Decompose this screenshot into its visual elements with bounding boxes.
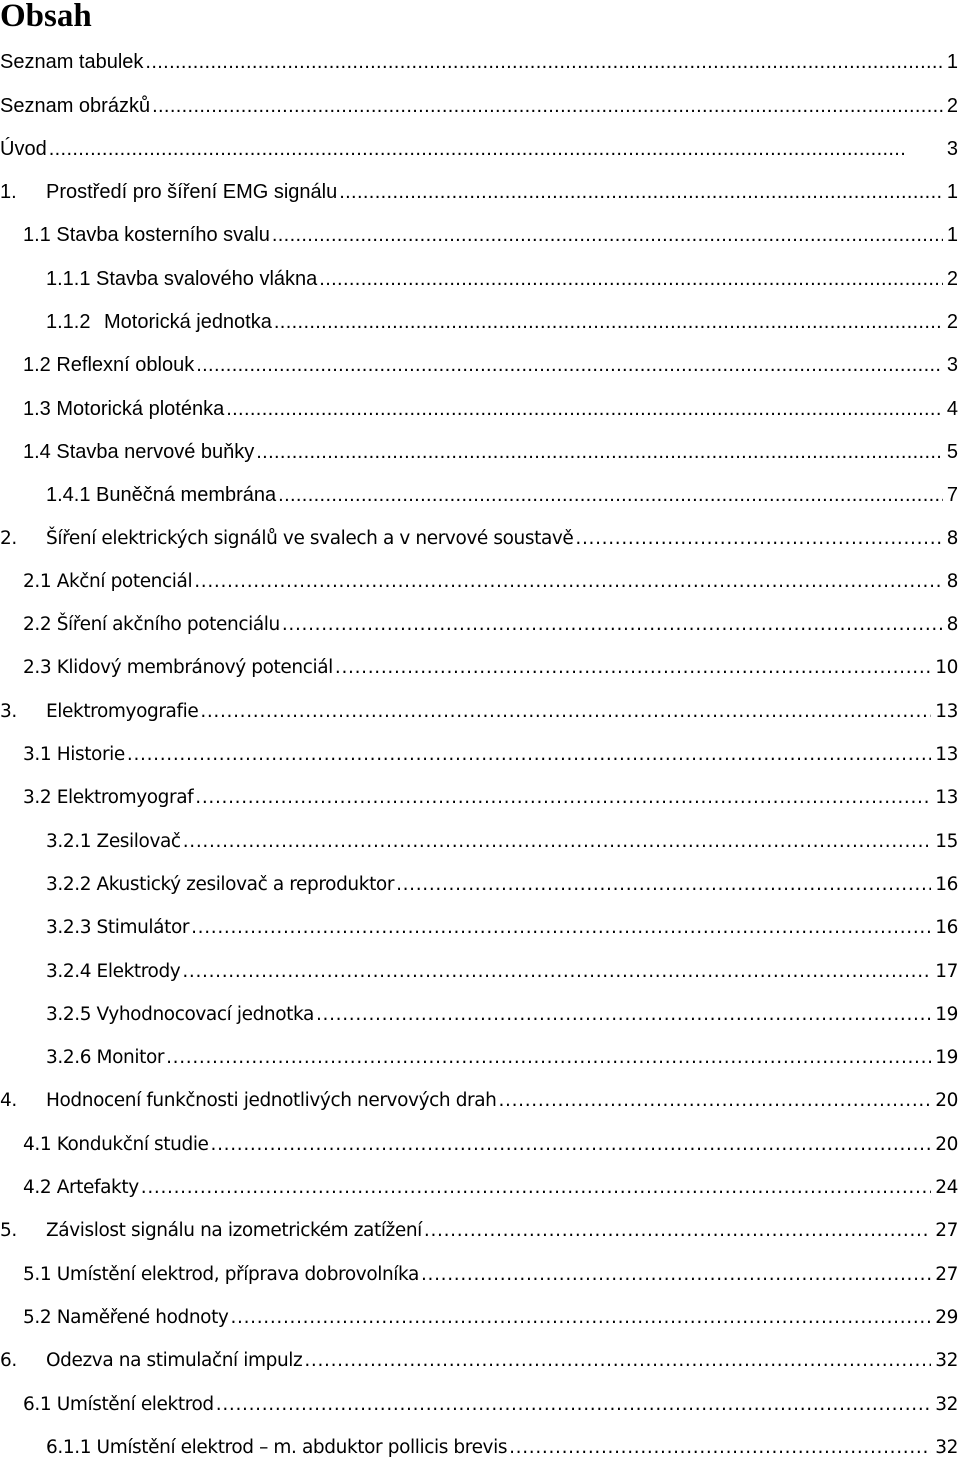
toc-entry-3-1[interactable] (0, 725, 960, 768)
dot-leader (274, 309, 943, 335)
toc-entry-label: 5.2 Naměřené hodnoty (23, 1306, 229, 1328)
dot-leader (230, 1305, 931, 1331)
toc-entry-4-2[interactable] (0, 1158, 960, 1201)
toc-entry-1-1[interactable] (0, 205, 960, 248)
toc-entry-label: Motorická jednotka (104, 311, 272, 334)
toc-entry-label: 2.2 Šíření akčního potenciálu (23, 614, 280, 636)
toc-entry-page: 13 (935, 744, 958, 766)
toc-entry-3-2-1[interactable] (0, 811, 960, 854)
toc-entry-2-3[interactable] (0, 638, 960, 681)
toc-entry-page: 32 (935, 1350, 958, 1372)
dot-leader (182, 959, 931, 985)
toc-entry-label: 1.1.1 Stavba svalového vlákna (46, 267, 318, 290)
dot-leader (319, 266, 943, 292)
toc-entry-label: 6.1 Umístění elektrod (23, 1393, 214, 1415)
dot-leader (166, 1045, 931, 1071)
toc-entry-label: 2.1 Akční potenciál (23, 570, 193, 592)
dot-leader (499, 1088, 932, 1114)
dot-leader (141, 1175, 931, 1201)
toc-entry-3-2-4[interactable] (0, 941, 960, 984)
toc-entry-label: Šíření elektrických signálů ve svalech a v nervové soustavě (46, 527, 574, 549)
toc-entry-chapter-2[interactable] (0, 508, 960, 551)
toc-entry-3-2-6[interactable] (0, 1028, 960, 1071)
toc-entry-page: 8 (946, 570, 958, 592)
toc-entry-2-1[interactable] (0, 552, 960, 595)
toc-entry-number: 5. (0, 1220, 17, 1242)
toc-entry-label: 3.2.3 Stimulátor (46, 917, 190, 939)
dot-leader (256, 439, 943, 465)
dot-leader (127, 742, 931, 768)
dot-leader (152, 93, 943, 119)
toc-entry-label: 3.2.2 Akustický zesilovač a reproduktor (46, 873, 395, 895)
toc-entry-label: 3.2.4 Elektrody (46, 960, 181, 982)
dot-leader (421, 1262, 931, 1288)
toc-entry-4-1[interactable] (0, 1114, 960, 1157)
toc-entry-number: 6. (0, 1350, 17, 1372)
toc-entry-number: 2. (0, 527, 17, 549)
toc-entry-label: Prostředí pro šíření EMG signálu (46, 181, 338, 204)
toc-entry-label: Elektromyografie (46, 700, 199, 722)
toc-entry-label: 3.2.5 Vyhodnocovací jednotka (46, 1003, 314, 1025)
toc-entry-label: Seznam obrázků (0, 94, 151, 117)
toc-entry-label: 3.2 Elektromyograf (23, 787, 194, 809)
toc-entry-1-3[interactable] (0, 378, 960, 421)
toc-entry-page: 3 (946, 137, 958, 160)
toc-entry-label: 1.4 Stavba nervové buňky (23, 440, 255, 463)
dot-leader (575, 526, 942, 552)
toc-entry-page: 16 (935, 917, 958, 939)
dot-leader (316, 1002, 931, 1028)
toc-entry-page: 32 (935, 1436, 958, 1458)
toc-entry-1-1-1[interactable] (0, 248, 960, 291)
toc-entry-label: 5.1 Umístění elektrod, příprava dobrovolníka (23, 1263, 419, 1285)
toc-entry-label: Úvod (0, 137, 47, 160)
toc-entry-uvod[interactable] (0, 119, 960, 162)
toc-entry-label: 6.1.1 Umístění elektrod – m. abduktor pollicis brevis (46, 1436, 508, 1458)
dot-leader (278, 482, 943, 508)
dot-leader (194, 569, 942, 595)
toc-entry-2-2[interactable] (0, 595, 960, 638)
toc-entry-label: 4.1 Kondukční studie (23, 1133, 209, 1155)
toc-entry-chapter-1[interactable] (0, 162, 960, 205)
toc-entry-number: 4. (0, 1090, 17, 1112)
toc-entry-number: 1. (0, 181, 17, 204)
toc-entry-label: Seznam tabulek (0, 51, 144, 74)
toc-entry-label: 1.4.1 Buněčná membrána (46, 484, 277, 507)
toc-entry-page: 24 (935, 1177, 958, 1199)
dot-leader (272, 222, 943, 248)
toc-entry-label: 1.1 Stavba kosterního svalu (23, 224, 270, 247)
toc-entry-label: Závislost signálu na izometrickém zatížení (46, 1220, 422, 1242)
toc-entry-page: 19 (935, 1047, 958, 1069)
toc-entry-1-4[interactable] (0, 422, 960, 465)
toc-entry-page: 10 (935, 657, 958, 679)
toc-entry-3-2-5[interactable] (0, 985, 960, 1028)
toc-entry-1-1-2[interactable] (0, 292, 960, 335)
toc-entry-page: 1 (946, 224, 958, 247)
toc-entry-chapter-5[interactable] (0, 1201, 960, 1244)
toc-entry-1-4-1[interactable] (0, 465, 960, 508)
toc-entry-page: 2 (946, 311, 958, 334)
toc-entry-label: 3.2.6 Monitor (46, 1047, 165, 1069)
dot-leader (49, 136, 943, 162)
toc-title: Obsah (0, 0, 92, 34)
toc-entry-number: 3. (0, 700, 17, 722)
toc-entry-3-2-3[interactable] (0, 898, 960, 941)
toc-entry-1-2[interactable] (0, 335, 960, 378)
toc-entry-page: 1 (946, 51, 958, 74)
dot-leader (216, 1392, 931, 1418)
toc-entry-chapter-3[interactable] (0, 681, 960, 724)
toc-entry-5-2[interactable] (0, 1288, 960, 1331)
toc-entry-label: Hodnocení funkčnosti jednotlivých nervových drah (46, 1090, 497, 1112)
dot-leader (396, 872, 931, 898)
dot-leader (183, 829, 932, 855)
toc-entry-label: 2.3 Klidový membránový potenciál (23, 657, 333, 679)
toc-list (0, 32, 960, 1461)
dot-leader (424, 1218, 931, 1244)
toc-entry-page: 2 (946, 267, 958, 290)
toc-entry-seznam-tabulek[interactable] (0, 32, 960, 75)
toc-entry-page: 7 (946, 484, 958, 507)
dot-leader (200, 699, 931, 725)
dot-leader (304, 1348, 931, 1374)
toc-entry-page: 17 (935, 960, 958, 982)
toc-entry-page: 20 (935, 1090, 958, 1112)
toc-entry-seznam-obrazku[interactable] (0, 75, 960, 118)
toc-entry-label: 3.2.1 Zesilovač (46, 830, 181, 852)
toc-entry-page: 2 (946, 94, 958, 117)
toc-entry-page: 27 (935, 1263, 958, 1285)
dot-leader (335, 655, 931, 681)
toc-entry-page: 15 (935, 830, 958, 852)
toc-entry-page: 8 (946, 614, 958, 636)
toc-entry-label: 1.2 Reflexní oblouk (23, 354, 195, 377)
dot-leader (191, 915, 931, 941)
toc-entry-page: 1 (946, 181, 958, 204)
dot-leader (145, 49, 942, 75)
dot-leader (339, 179, 943, 205)
toc-entry-6-1-1[interactable] (0, 1418, 960, 1461)
toc-entry-3-2-2[interactable] (0, 855, 960, 898)
toc-entry-3-2[interactable] (0, 768, 960, 811)
toc-entry-page: 16 (935, 873, 958, 895)
toc-entry-label: 3.1 Historie (23, 744, 125, 766)
dot-leader (211, 1132, 932, 1158)
toc-entry-page: 4 (946, 397, 958, 420)
toc-entry-page: 20 (935, 1133, 958, 1155)
toc-entry-page: 5 (946, 440, 958, 463)
dot-leader (195, 785, 931, 811)
dot-leader (509, 1435, 931, 1461)
toc-entry-page: 3 (946, 354, 958, 377)
toc-entry-page: 29 (935, 1306, 958, 1328)
toc-entry-page: 32 (935, 1393, 958, 1415)
toc-entry-label: Odezva na stimulační impulz (46, 1350, 303, 1372)
toc-entry-page: 19 (935, 1003, 958, 1025)
toc-entry-page: 8 (946, 527, 958, 549)
toc-entry-5-1[interactable] (0, 1244, 960, 1287)
toc-entry-chapter-4[interactable] (0, 1071, 960, 1114)
toc-entry-page: 13 (935, 700, 958, 722)
toc-entry-6-1[interactable] (0, 1374, 960, 1417)
toc-entry-number: 1.1.2 (46, 311, 91, 334)
dot-leader (196, 352, 943, 378)
dot-leader (226, 396, 943, 422)
dot-leader (282, 612, 943, 638)
toc-entry-label: 4.2 Artefakty (23, 1177, 139, 1199)
toc-entry-page: 13 (935, 787, 958, 809)
toc-entry-page: 27 (935, 1220, 958, 1242)
toc-entry-chapter-6[interactable] (0, 1331, 960, 1374)
toc-entry-label: 1.3 Motorická ploténka (23, 397, 225, 420)
